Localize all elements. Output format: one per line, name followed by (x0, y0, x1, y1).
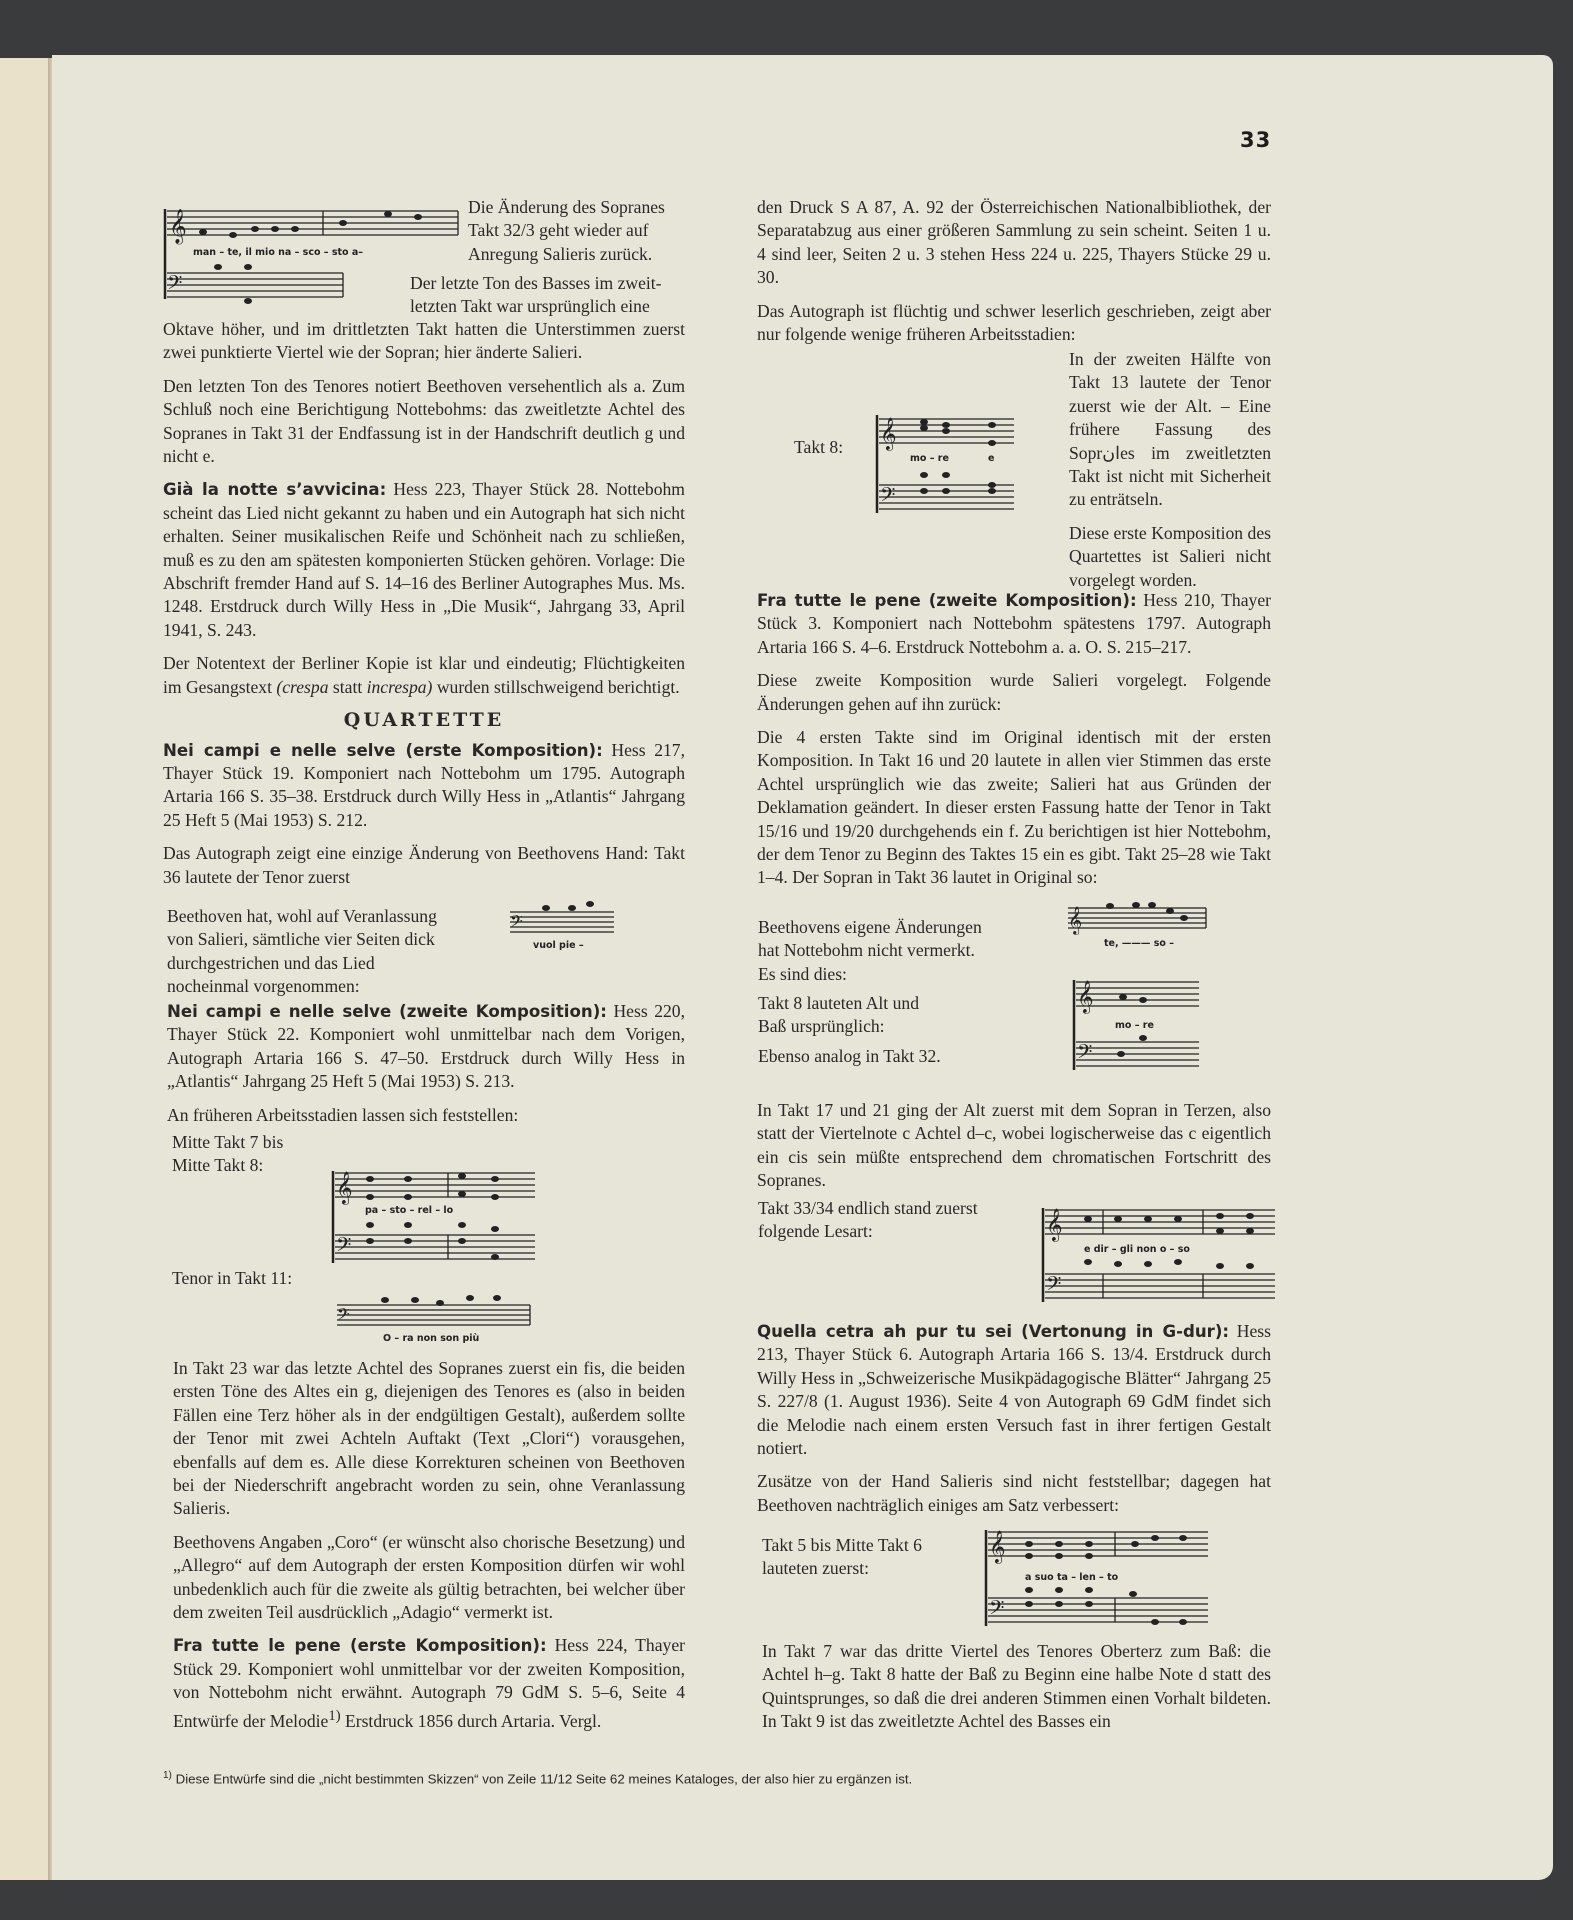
page-number: 33 (1240, 128, 1272, 152)
svg-text:𝄞: 𝄞 (1077, 982, 1094, 1013)
text-line: Takt 32/3 geht wieder auf (468, 220, 649, 241)
paragraph-beethoven-changes (758, 916, 982, 986)
text-line: folgende Lesart: (758, 1221, 873, 1242)
svg-text:𝄢: 𝄢 (1077, 1042, 1093, 1068)
paragraph-ebenso: Ebenso analog in Takt 32. (758, 1046, 941, 1066)
svg-text:𝄞: 𝄞 (1068, 908, 1083, 934)
footnote-mark: 1) (163, 1770, 172, 1781)
paragraph-takt-8-alt-bass (758, 992, 919, 1039)
paragraph: Das Autograph ist flüchtig und schwer leserlich geschrieben, zeigt aber nur folgende wenige früheren Arbeitsstadien: (757, 300, 1271, 345)
entry-fra-tutte-erste (173, 1634, 685, 1732)
paragraph: In Takt 23 war das letzte Achtel des Sopranes zuerst ein fis, die beiden ersten Töne des Altes ein g, diejenigen des Tenores es (also in beiden Fällen eine Terz höher als in der endgültigen Gestalt), außerdem sollte der Tenor mit zwei Achteln Auftakt (Text „Clori“) vorausgehen, ebenfalls auf dem es. Alle diese Korrekturen scheinen von Beethoven bei der Niederschrift angebracht worden zu sein, ohne Veranlassung Salieris. (173, 1358, 685, 1519)
right-narrow-column (1069, 348, 1271, 602)
paragraph: Das Autograph zeigt eine einzige Änderung von Beethovens Hand: Takt 36 lautete der Tenor zuerst (163, 843, 685, 887)
left-column-flow-1 (163, 318, 685, 899)
lyrics-example-1: man – te, il mio na – sco – sto a– (193, 247, 364, 258)
svg-text:𝄞: 𝄞 (880, 419, 897, 450)
entry-body: Hess 210, Thayer Stück 3. Komponiert nach Nottebohm spätestens 1797. Autograph Artaria 166 S. 4–6. Erstdruck Nottebohm a. a. O. S. 215–217. (757, 590, 1271, 657)
music-example-9 (983, 1522, 1213, 1632)
entry-gia-la-notte (163, 478, 685, 642)
lyrics-example-6: te, ——— so – (1104, 938, 1174, 949)
svg-text:𝄞: 𝄞 (989, 1532, 1006, 1563)
lyrics-example-5b: e (988, 453, 995, 464)
entry-body: Hess 223, Thayer Stück 28. Nottebohm scheint das Lied nicht gekannt zu haben und ein Autograph hat sich nicht erhalten. Seiner musikalischen Reife und Schönheit nach zu schließen, muß es zu den am spätesten komponierten Stücken gehören. Vorlage: Die Abschrift fremder Hand auf S. 14–16 des Berliner Autographes Mus. Ms. 1248. Erstdruck durch Willy Hess in „Die Musik“, Jahrgang 33, April 1941, S. 243. (163, 479, 685, 640)
left-column-flow-2 (167, 1000, 685, 1137)
label-tenor-takt-11: Tenor in Takt 11: (172, 1268, 293, 1288)
music-example-2 (508, 902, 618, 952)
paragraph-takt-33-34 (758, 1197, 978, 1244)
lyrics-example-7: mo – re (1115, 1020, 1154, 1031)
entry-title: Fra tutte le pene (erste Komposition): (173, 1636, 547, 1656)
text-line: Beethoven hat, wohl auf Veranlassung (167, 906, 437, 926)
paragraph: In Takt 17 und 21 ging der Alt zuerst mit dem Sopran in Terzen, also statt der Viertelnote c Achtel d–c, wobei logischerweise das c eigentlich ein cis sein müßte entsprechend dem chromatischen Fortschritt des Sopranes. (757, 1100, 1271, 1191)
lyrics-example-5a: mo – re (910, 453, 949, 464)
text-line: Der letzte Ton des Basses im zweit- (410, 273, 662, 293)
music-example-5 (874, 405, 1024, 520)
paragraph: Beethovens Angaben „Coro“ (er wünscht also chorische Besetzung) und „Allegro“ auf dem Autograph der ersten Komposition dürfen wir wohl unbedenklich auch für die zweite als gültig betrachten, bei welcher über dem zweiten Teil ausdrücklich „Adagio“ vermerkt ist. (173, 1531, 685, 1623)
text-line: nocheinmal vorgenommen: (167, 976, 360, 997)
left-column-flow-3 (173, 1357, 685, 1743)
entry-title: Già la notte s’avvicina: (163, 480, 387, 500)
text-line: Die Änderung des Sopranes (468, 197, 665, 217)
paragraph-soprano-change (468, 196, 680, 266)
lyrics-example-2: vuol pie – (533, 940, 584, 951)
text-line: Baß ursprünglich: (758, 1016, 885, 1037)
footnote (163, 1770, 912, 1786)
right-column-flow-2 (757, 589, 1271, 900)
text-line: lauteten zuerst: (762, 1558, 869, 1579)
svg-text:𝄢: 𝄢 (510, 913, 523, 935)
text-line: durchgestrichen und das Lied (167, 952, 375, 973)
entry-nei-campi-zweite (167, 1000, 685, 1094)
entry-body: Hess 217, Thayer Stück 19. Komponiert nach Nottebohm um 1795. Autograph Artaria 166 S. 35–38. Erstdruck durch Willy Hess in „Atlantis“ Jahrgang 25 Heft 5 (Mai 1953) S. 212. (163, 739, 685, 830)
music-example-8 (1040, 1200, 1280, 1310)
paragraph: In der zweiten Hälfte von Takt 13 lautete der Tenor zuerst wie der Alt. – Eine frühere Fassung des Soprانes im zweitletzten Takt ist nicht mit Sicherheit zu enträtseln. (1069, 349, 1271, 510)
right-column-flow-4 (757, 1320, 1271, 1527)
svg-text:𝄢: 𝄢 (337, 1306, 350, 1328)
paragraph-beethoven-strikethrough (167, 905, 487, 999)
svg-text:𝄢: 𝄢 (880, 485, 896, 511)
paragraph: Den letzten Ton des Tenores notiert Beethoven versehentlich als a. Zum Schluß noch eine Berichtigung Nottebohms: das zweitletzte Achtel des Sopranes in Takt 31 der Endfassung ist in der Handschrift deutlich g und nicht e. (163, 375, 685, 467)
footnote-text: Diese Entwürfe sind die „nicht bestimmten Skizzen“ von Zeile 11/12 Seite 62 meines Kataloges, der also hier zu ergänzen ist. (171, 1771, 913, 1787)
music-example-7 (1071, 972, 1206, 1072)
label-takt-8: Takt 8: (794, 437, 844, 457)
right-column-flow-3 (757, 1099, 1271, 1203)
lyrics-example-8: e dir – gli non o – so (1084, 1244, 1190, 1255)
svg-text:𝄢: 𝄢 (336, 1235, 352, 1261)
text-line: Es sind dies: (758, 963, 847, 984)
text-line: hat Nottebohm nicht vermerkt. (758, 940, 975, 961)
music-example-4 (335, 1295, 545, 1347)
entry-title: Quella cetra ah pur tu sei (Vertonung in G-dur): (757, 1322, 1230, 1341)
text-line: Mitte Takt 8: (172, 1155, 264, 1176)
entry-body: Hess 213, Thayer Stück 6. Autograph Artaria 166 S. 13/4. Erstdruck durch Willy Hess in „Schweizerische Musikpädagogische Blätter“ Jahrgang 25 S. 227/8 (1. August 1936). Seite 4 von Autograph 69 GdM findet sich die Melodie nach einem ersten Versuch fast in ihrer fertigen Gestalt notiert. (757, 1321, 1272, 1459)
paragraph: Die 4 ersten Takte sind im Original identisch mit der ersten Komposition. In Takt 16 und 20 lautete in allen vier Stimmen das erste Achtel ursprünglich wie das zweite; Salieri hat aus Gründen der Deklamation geändert. In dieser ersten Fassung hatte der Tenor in Takt 15/16 und 19/20 durchgehends ein f. Zu berichtigen ist hier Nottebohm, der dem Tenor zu Beginn des Taktes 15 ein es gibt. Takt 25–28 wie Takt 1–4. Der Sopran in Takt 36 lautet in Original so: (757, 727, 1271, 888)
text: Der Notentext der Berliner Kopie ist klar und eindeutig; Flüchtigkeiten im Gesangstext (163, 653, 685, 697)
text-line: Takt 33/34 endlich stand zuerst (758, 1198, 978, 1218)
text-line: letzten Takt war ursprünglich eine (410, 296, 650, 317)
paragraph: An früheren Arbeitsstadien lassen sich feststellen: (167, 1104, 519, 1125)
music-example-6 (1066, 896, 1216, 956)
lyrics-example-9: a suo ta – len – to (1025, 1572, 1119, 1583)
treble-staff (167, 211, 458, 235)
label-mitte-takt (172, 1131, 283, 1178)
paragraph (163, 652, 685, 699)
entry-fra-tutte-zweite (757, 589, 1271, 659)
entry-body: Hess 224, Thayer Stück 29. Komponiert wohl unmittelbar vor der zweiten Komposition, von Nottebohm nicht erwähnt. Autograph 79 GdM S. 5–6, Seite 4 Entwürfe der Melodie (173, 1635, 685, 1731)
entry-title: Nei campi e nelle selve (erste Komposition): (163, 740, 603, 760)
text-line: Anregung Salieris zurück. (468, 243, 653, 264)
text-line: Takt 5 bis Mitte Takt 6 (762, 1535, 922, 1555)
entry-body: Hess 220, Thayer Stück 22. Komponiert wohl unmittelbar nach dem Vorigen, Autograph Artaria 166 S. 47–50. Erstdruck durch Willy Hess in „Atlantis“ Jahrgang 25 Heft 5 (Mai 1953) S. 213. (167, 1001, 685, 1092)
svg-text:𝄢: 𝄢 (989, 1598, 1005, 1624)
section-heading: QUARTETTE (343, 709, 505, 732)
italic-text: (crespa (276, 676, 329, 697)
paragraph: Oktave höher, und im drittletzten Takt hatten die Unterstimmen zuerst zwei punktierte Viertel wie der Sopran; hier änderte Salieri. (163, 319, 685, 363)
footnote-reference[interactable]: 1) (328, 1707, 341, 1724)
right-column-flow-5 (762, 1640, 1271, 1744)
svg-text:𝄢: 𝄢 (1046, 1274, 1062, 1300)
text-line: Takt 8 lauteten Alt und (758, 993, 919, 1013)
text-line: Beethovens eigene Änderungen (758, 917, 982, 937)
lyrics-example-4: O – ra non son più (383, 1333, 480, 1344)
right-column-flow-1 (757, 196, 1271, 356)
entry-title: Fra tutte le pene (zweite Komposition): (757, 591, 1137, 610)
bass-staff (167, 273, 343, 297)
book-gutter (48, 58, 52, 1880)
paragraph: Diese zweite Komposition wurde Salieri vorgelegt. Folgende Änderungen gehen auf ihn zurück: (757, 670, 1271, 714)
music-example-3 (330, 1163, 540, 1273)
paragraph: Zusätze von der Hand Salieris sind nicht feststellbar; dagegen hat Beethoven nachträglich einiges am Satz verbessert: (757, 1471, 1271, 1515)
paragraph: den Druck S A 87, A. 92 der Österreichischen Nationalbibliothek, der Separatabzug aus einer größeren Sammlung zu sein scheint. Seiten 1 u. 4 sind leer, Seiten 2 u. 3 stehen Hess 224 u. 225, Thayers Stücke 29 u. 30. (757, 197, 1271, 288)
entry-nei-campi-erste (163, 739, 685, 833)
text-line: von Salieri, sämtliche vier Seiten dick (167, 929, 435, 950)
lyrics-example-3: pa – sto – rel – lo (365, 1205, 454, 1216)
text: statt (328, 676, 367, 697)
entry-title: Nei campi e nelle selve (zweite Komposition): (167, 1002, 607, 1021)
svg-text:𝄞: 𝄞 (169, 210, 187, 243)
text: wurden stillschweigend berichtigt. (432, 676, 680, 697)
text-line: Mitte Takt 7 bis (172, 1132, 284, 1152)
paragraph: Diese erste Komposition des Quartettes ist Salieri nicht vorgelegt worden. (1069, 522, 1271, 590)
svg-text:𝄞: 𝄞 (336, 1173, 353, 1204)
svg-text:𝄢: 𝄢 (167, 273, 183, 299)
paragraph-takt-5-6 (762, 1534, 922, 1581)
italic-text: increspa) (366, 676, 433, 697)
entry-body: Erstdruck 1856 durch Artaria. Vergl. (340, 1710, 602, 1731)
entry-quella-cetra (757, 1320, 1271, 1460)
svg-text:𝄞: 𝄞 (1046, 1210, 1063, 1241)
paragraph-bass-note (410, 272, 685, 319)
paragraph: In Takt 7 war das dritte Viertel des Tenores Oberterz zum Baß: die Achtel h–g. Takt 8 hatte der Baß zu Beginn eine halbe Note d statt des Quintsprunges, so daß die drei anderen Stimmen einen Vorhalt bildeten. In Takt 9 ist das zweitletzte Achtel des Basses ein (762, 1641, 1271, 1732)
adjacent-page-edge (0, 58, 52, 1880)
